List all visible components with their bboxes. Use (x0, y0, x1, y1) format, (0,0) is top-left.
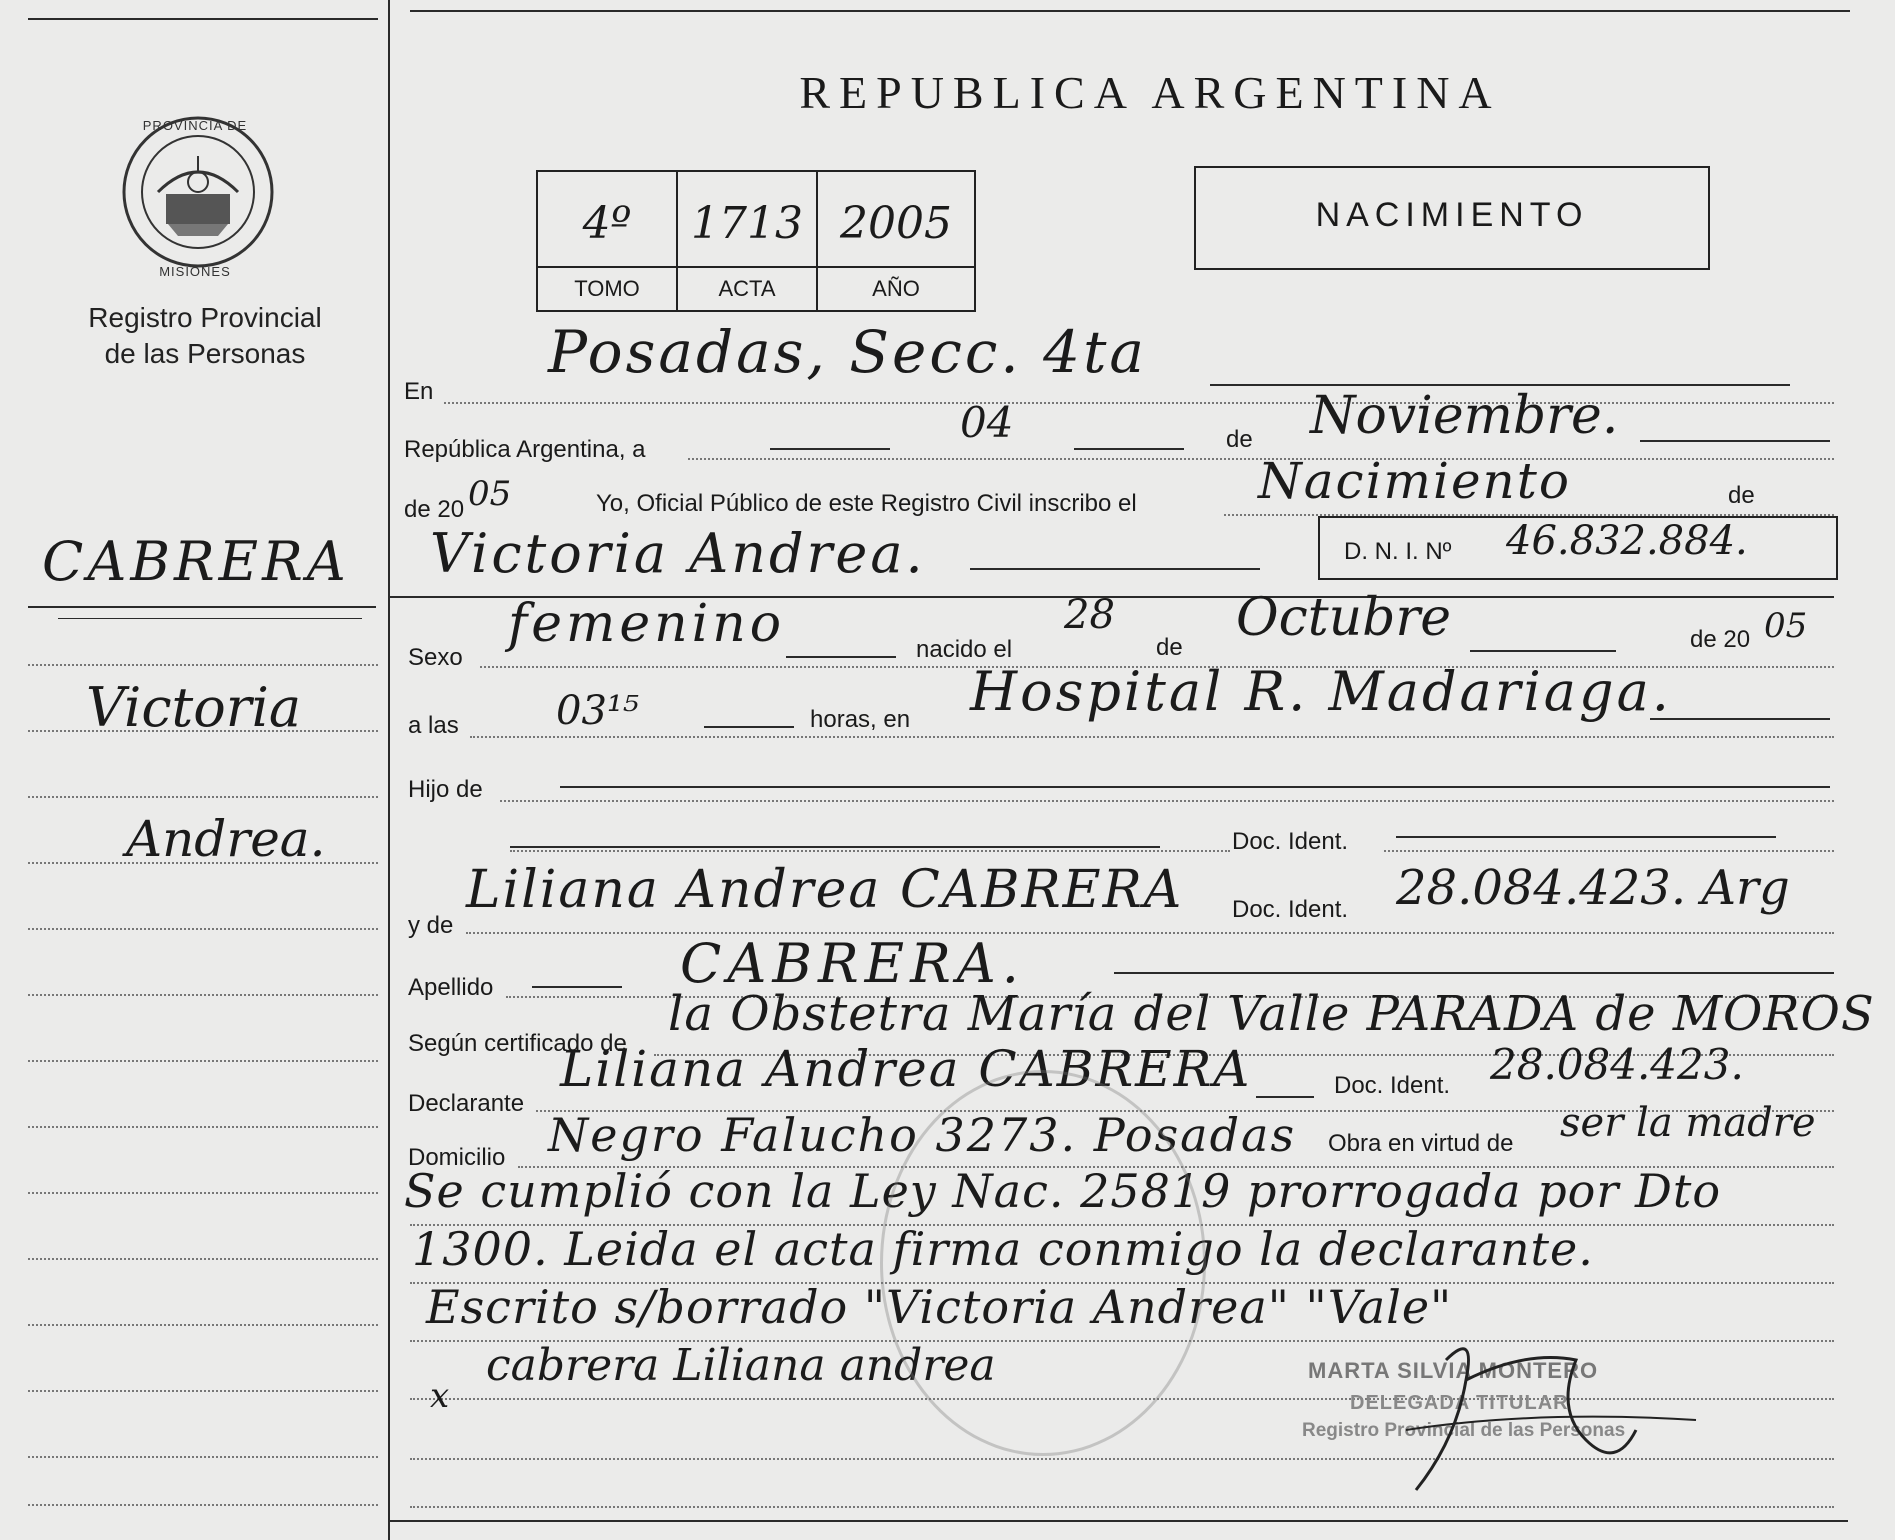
sidebar-dotted-line (28, 1324, 378, 1326)
declarant-signature: cabrera Liliana andrea (486, 1340, 996, 1391)
sidebar-surname: CABRERA (42, 530, 350, 593)
sidebar-dotted-line (28, 1390, 378, 1392)
hijo-underline-2 (510, 846, 1160, 848)
record-number-table (536, 170, 976, 312)
note-line-2: 1300. Leida el acta firma conmigo la declarante. (412, 1222, 1594, 1276)
main-top-line (410, 10, 1850, 12)
time-underline (704, 726, 794, 728)
place-value: Hospital R. Madariaga. (970, 660, 1672, 723)
alas-label: a las (408, 712, 459, 739)
table-divider (538, 266, 974, 268)
birth-month-value: Octubre (1236, 588, 1452, 648)
hijo-label: Hijo de (408, 776, 483, 803)
segun-value: la Obstetra María del Valle PARADA de MOROS (668, 986, 1875, 1042)
child-name-value: Victoria Andrea. (430, 522, 926, 585)
date-underline (770, 448, 890, 450)
de-label-3: de (1156, 634, 1183, 661)
de20-label: de 20 (404, 496, 465, 523)
sidebar-dotted-line (28, 1060, 378, 1062)
hijo-line-2 (510, 850, 1230, 852)
record-type: NACIMIENTO (1315, 196, 1589, 234)
mother-doc-value: 28.084.423. Arg (1396, 860, 1790, 916)
place-underline (1650, 718, 1830, 720)
birth-month-underline (1470, 650, 1616, 652)
record-type-box (1194, 166, 1710, 270)
sidebar-second-name: Andrea. (126, 810, 326, 868)
sidebar-dotted-line (28, 730, 378, 732)
republica-label: República Argentina, a (404, 436, 646, 463)
birth-day-value: 28 (1064, 592, 1115, 638)
declarante-label: Declarante (408, 1090, 525, 1117)
sidebar-dotted-line (28, 1258, 378, 1260)
stamp-office: Registro Provincial de las Personas (1302, 1420, 1626, 1441)
apellido-underline (532, 986, 622, 988)
sidebar-surname-underline (58, 618, 362, 619)
sidebar-first-name: Victoria (86, 676, 302, 739)
stamp-name: MARTA SILVIA MONTERO (1308, 1358, 1599, 1383)
year-value: 05 (468, 474, 512, 514)
sidebar-dotted-line (28, 664, 378, 666)
sidebar-dotted-line (28, 928, 378, 930)
domicilio-value: Negro Falucho 3273. Posadas (548, 1108, 1297, 1162)
hijo-line (500, 800, 1834, 802)
de-label: de (1226, 426, 1253, 453)
column-divider (388, 0, 390, 1540)
mother-value: Liliana Andrea CABRERA (466, 860, 1184, 920)
doc-ident-label-3: Doc. Ident. (1334, 1072, 1451, 1099)
notes-line (410, 1506, 1834, 1508)
anio-label: AÑO (872, 276, 920, 301)
sidebar-dotted-line (28, 796, 378, 798)
apellido-underline-2 (1114, 972, 1834, 974)
doc-ident-label-2: Doc. Ident. (1232, 896, 1349, 923)
dni-value: 46.832.884. (1506, 518, 1748, 564)
dni-label: D. N. I. Nº (1344, 538, 1452, 565)
sidebar-dotted-line (28, 1504, 378, 1506)
en-value: Posadas, Secc. 4ta (548, 318, 1147, 386)
tomo-label: TOMO (574, 276, 640, 301)
bottom-border (388, 1520, 1848, 1522)
country-title: REPUBLICA ARGENTINA (799, 67, 1501, 118)
day-value: 04 (960, 398, 1014, 447)
date-underline (1640, 440, 1830, 442)
birth-year-value: 05 (1764, 606, 1808, 646)
oficial-label: Yo, Oficial Público de este Registro Civil inscribo el (596, 490, 1137, 517)
declarante-underline (1256, 1096, 1314, 1098)
date-underline (1074, 448, 1184, 450)
apellido-label: Apellido (408, 974, 494, 1001)
en-label: En (404, 378, 434, 405)
official-round-stamp (880, 1070, 1206, 1456)
name-underline (970, 568, 1260, 570)
note-line-3: Escrito s/borrado "Victoria Andrea" "Vale" (426, 1280, 1453, 1334)
sexo-label: Sexo (408, 644, 463, 671)
registry-name-line1: Registro Provincial (88, 302, 322, 333)
registry-name-line2: de las Personas (104, 338, 306, 369)
time-value: 03¹⁵ (556, 688, 639, 734)
official-signature (1386, 1320, 1706, 1500)
sidebar-dotted-line (28, 862, 378, 864)
declarante-doc-value: 28.084.423. (1490, 1040, 1744, 1089)
seal-top-text: PROVINCIA DE (142, 118, 248, 133)
nacido-label: nacido el (916, 636, 1013, 663)
note-line-1: Se cumplió con la Ley Nac. 25819 prorrogada por Dto (404, 1164, 1722, 1218)
de20-label-2: de 20 (1690, 626, 1751, 653)
anio-value: 2005 (840, 198, 952, 249)
segun-label: Según certificado de (408, 1030, 627, 1057)
apellido-value: CABRERA. (680, 932, 1025, 995)
obra-label: Obra en virtud de (1328, 1130, 1514, 1157)
sidebar-dotted-line (28, 1126, 378, 1128)
yde-label: y de (408, 912, 454, 939)
declarante-value: Liliana Andrea CABRERA (560, 1040, 1252, 1098)
sidebar-dotted-line (28, 1456, 378, 1458)
doc-ident-label: Doc. Ident. (1232, 828, 1349, 855)
de-label-2: de (1728, 482, 1755, 509)
sidebar-top-line (28, 18, 378, 20)
doc-ident-line (1384, 850, 1834, 852)
tomo-value: 4º (582, 198, 632, 249)
dni-box (1318, 516, 1838, 580)
alas-line (470, 736, 1834, 738)
acta-value: 1713 (691, 198, 803, 249)
stamp-title: DELEGADA TITULAR (1350, 1392, 1569, 1414)
x-mark: x (430, 1376, 450, 1416)
month-value: Noviembre. (1310, 386, 1619, 446)
sidebar-dotted-line (28, 994, 378, 996)
seal-bottom-text: MISIONES (159, 264, 231, 279)
en-line (444, 402, 1834, 404)
sidebar-surname-line (28, 606, 376, 608)
horas-label: horas, en (810, 706, 911, 733)
domicilio-label: Domicilio (408, 1144, 506, 1171)
sexo-underline (786, 656, 896, 658)
sidebar-dotted-line (28, 1192, 378, 1194)
inscribe-value: Nacimiento (1258, 452, 1571, 510)
hijo-underline (560, 786, 1830, 788)
doc-ident-underline (1396, 836, 1776, 838)
yde-line (466, 932, 1834, 934)
acta-label: ACTA (718, 276, 776, 301)
obra-value: ser la madre (1560, 1100, 1816, 1146)
sexo-value: femenino (508, 594, 786, 654)
